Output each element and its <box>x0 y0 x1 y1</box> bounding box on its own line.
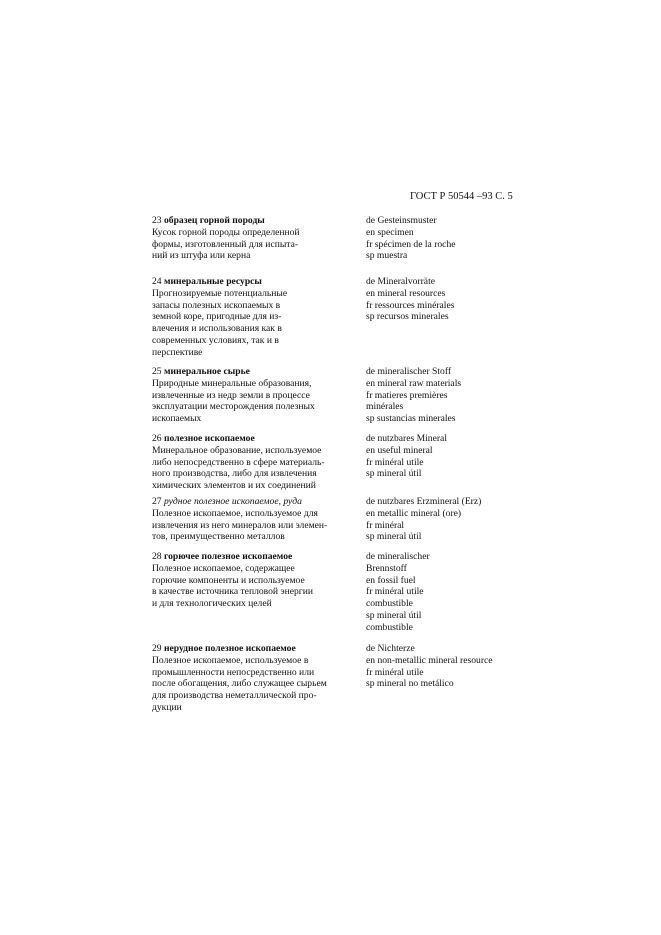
foreign-equivalent-line: de nutzbares Mineral <box>366 433 447 444</box>
term-heading <box>152 276 357 288</box>
foreign-equivalents-block <box>366 551 556 634</box>
foreign-equivalent-line: sp recursos minerales <box>366 311 449 323</box>
term-heading <box>152 643 357 655</box>
russian-definition-block <box>152 551 357 610</box>
term-title: образец горной породы <box>164 215 265 226</box>
foreign-equivalent-line: fr matieres premières <box>366 389 448 401</box>
foreign-equivalent-line: sp mineral útil <box>366 609 422 621</box>
term-number: 24 <box>152 276 164 287</box>
russian-definition-block <box>152 496 357 543</box>
foreign-equivalent-line: sp sustancias minerales <box>366 413 456 425</box>
term-heading <box>152 215 357 227</box>
definition-line: эксплуатации месторождения полезных <box>152 401 315 413</box>
definition-line: Природные минеральные образования, <box>152 377 312 389</box>
foreign-equivalent-line: fr spécimen de la roche <box>366 238 456 250</box>
foreign-equivalents-block <box>366 215 556 262</box>
foreign-equivalent-line: en useful mineral <box>366 444 433 456</box>
foreign-equivalent-line: fr minéral utile <box>366 586 424 598</box>
foreign-equivalents-block <box>366 433 556 480</box>
term-number: 23 <box>152 215 164 226</box>
term-number: 29 <box>152 643 164 654</box>
definition-line: формы, изготовленный для испыта- <box>152 238 299 250</box>
foreign-equivalent-line: fr minéral utile <box>366 666 424 678</box>
foreign-equivalent-line: fr minéral <box>366 519 405 531</box>
term-heading <box>152 496 357 508</box>
russian-definition-block <box>152 366 357 425</box>
foreign-equivalent-line: de Nichterze <box>366 643 415 654</box>
term-title: полезное ископаемое <box>164 433 255 444</box>
foreign-equivalent-line: de mineralischer <box>366 551 430 562</box>
russian-definition-block <box>152 643 357 714</box>
definition-line: Минеральное образование, используемое <box>152 444 322 456</box>
foreign-equivalent-line: en fossil fuel <box>366 574 416 586</box>
definition-line: в качестве источника тепловой энергии <box>152 586 313 598</box>
definition-line: тов, преимущественно металлов <box>152 531 285 543</box>
term-title: горючее полезное ископаемое <box>164 551 293 562</box>
definition-line: и для технологических целей <box>152 598 272 610</box>
definition-line: Кусок горной породы определенной <box>152 226 300 238</box>
foreign-equivalents-block <box>366 366 556 425</box>
term-heading <box>152 366 357 378</box>
foreign-equivalent-line: Brennstoff <box>366 562 407 574</box>
foreign-equivalent-line: de nutzbares Erzmineral (Erz) <box>366 496 482 507</box>
foreign-equivalent-line: en mineral raw materials <box>366 377 462 389</box>
foreign-equivalents-block <box>366 643 556 690</box>
definition-line: извлечения из него минералов или элемен- <box>152 519 328 531</box>
term-heading <box>152 551 357 563</box>
definition-line: либо непосредственно в сфере материаль- <box>152 456 325 468</box>
definition-line: промышленности непосредственно или <box>152 666 315 678</box>
term-number: 27 <box>152 496 164 507</box>
definition-line: земной коре, пригодные для из- <box>152 311 282 323</box>
russian-definition-block <box>152 433 357 492</box>
term-title: нерудное полезное ископаемое <box>164 643 296 654</box>
foreign-equivalent-line: sp mineral útil <box>366 468 422 480</box>
term-title: минеральное сырье <box>164 366 250 377</box>
foreign-equivalent-line: combustible <box>366 598 413 610</box>
foreign-equivalents-block <box>366 276 556 323</box>
page-header: ГОСТ Р 50544 –93 С. 5 <box>410 191 513 202</box>
foreign-equivalent-line: combustible <box>366 621 413 633</box>
definition-line: перспективе <box>152 346 203 358</box>
foreign-equivalent-line: sp muestra <box>366 250 408 262</box>
foreign-equivalent-line: de Gesteinsmuster <box>366 215 437 226</box>
russian-definition-block <box>152 276 357 359</box>
foreign-equivalent-line: sp mineral útil <box>366 531 422 543</box>
foreign-equivalent-line: fr ressources minérales <box>366 299 455 311</box>
definition-line: Полезное ископаемое, используемое для <box>152 507 318 519</box>
definition-line: ного производства, либо для извлечения <box>152 468 317 480</box>
term-heading <box>152 433 357 445</box>
foreign-equivalent-line: en specimen <box>366 226 414 238</box>
definition-line: ний из штуфа или керна <box>152 250 251 262</box>
definition-line: ископаемых <box>152 413 202 425</box>
definition-line: влечения и использования как в <box>152 323 282 335</box>
term-title: минеральные ресурсы <box>164 276 262 287</box>
foreign-equivalent-line: fr minéral utile <box>366 456 424 468</box>
foreign-equivalents-block <box>366 496 556 543</box>
foreign-equivalent-line: en metallic mineral (ore) <box>366 507 462 519</box>
foreign-equivalent-line: de mineralischer Stoff <box>366 366 452 377</box>
definition-line: химических элементов и их соединений <box>152 480 316 492</box>
definition-line: для производства неметаллической про- <box>152 690 317 702</box>
definition-line: горючие компоненты и используемое <box>152 574 305 586</box>
term-title: рудное полезное ископаемое, руда <box>164 496 302 507</box>
definition-line: Полезное ископаемое, содержащее <box>152 562 295 574</box>
foreign-equivalent-line: minérales <box>366 401 404 413</box>
definition-line: запасы полезных ископаемых в <box>152 299 281 311</box>
definition-line: Прогнозируемые потенциальные <box>152 287 288 299</box>
foreign-equivalent-line: en mineral resources <box>366 287 446 299</box>
definition-line: после обогащения, либо служащее сырьем <box>152 678 327 690</box>
definition-line: современных условиях, так и в <box>152 334 279 346</box>
term-number: 26 <box>152 433 164 444</box>
foreign-equivalent-line: sp mineral no metálico <box>366 678 454 690</box>
russian-definition-block <box>152 215 357 262</box>
foreign-equivalent-line: en non-metallic mineral resource <box>366 654 493 666</box>
foreign-equivalent-line: de Mineralvorräte <box>366 276 435 287</box>
definition-line: извлеченные из недр земли в процессе <box>152 389 310 401</box>
term-number: 28 <box>152 551 164 562</box>
definition-line: дукции <box>152 701 182 713</box>
term-number: 25 <box>152 366 164 377</box>
definition-line: Полезное ископаемое, используемое в <box>152 654 309 666</box>
